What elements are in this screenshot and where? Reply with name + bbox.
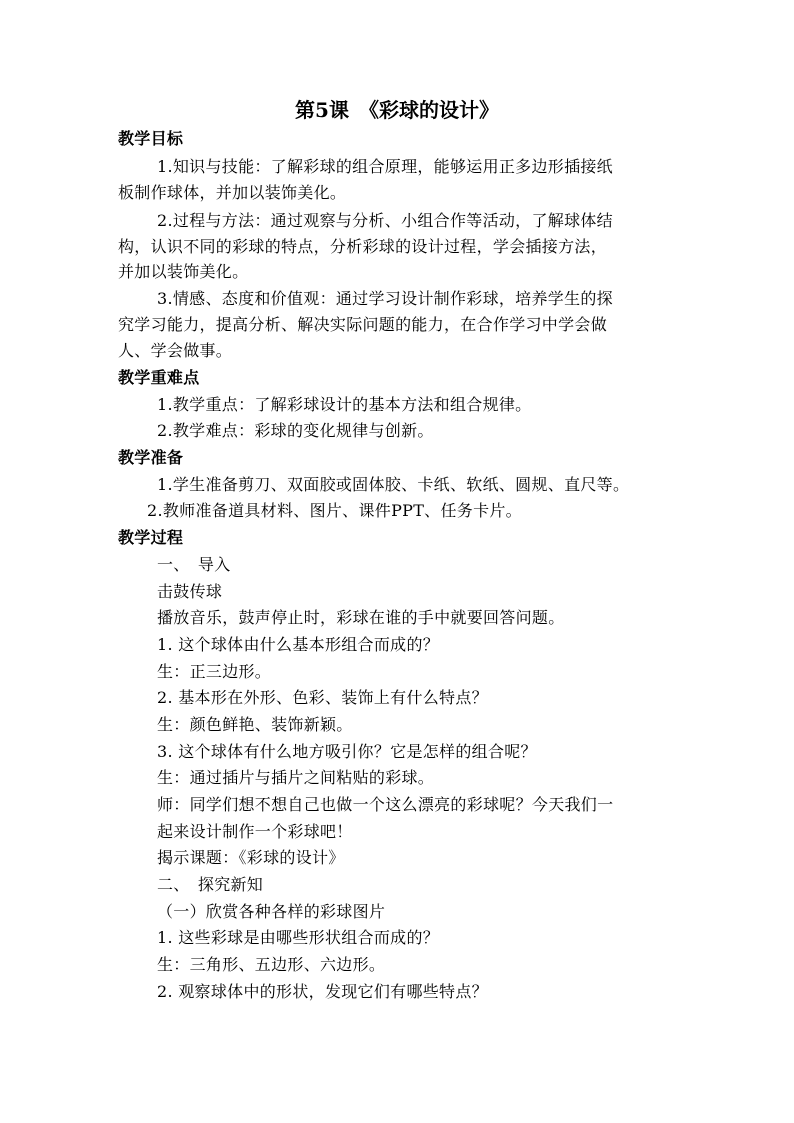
section-heading-process: 教学过程 — [118, 528, 184, 547]
objective-2-line-3: 并加以装饰美化。 — [118, 262, 249, 281]
objective-3-line-1: 3.情感、态度和价值观：通过学习设计制作彩球，培养学生的探 — [157, 289, 613, 308]
process-line: 1. 这个球体由什么基本形组合而成的？ — [157, 635, 440, 654]
process-line: 二、 探究新知 — [157, 875, 264, 894]
objective-1-line-1: 1.知识与技能：了解彩球的组合原理，能够运用正多边形插接纸 — [157, 157, 613, 176]
process-line: 播放音乐，鼓声停止时，彩球在谁的手中就要回答问题。 — [157, 608, 565, 627]
process-line: 揭示课题：《彩球的设计》 — [157, 848, 345, 867]
process-line: 生：三角形、五边形、六边形。 — [157, 955, 386, 974]
preparation-item-2: 2.教师准备道具材料、图片、课件PPT、任务卡片。 — [147, 501, 522, 520]
preparation-item-1: 1.学生准备剪刀、双面胶或固体胶、卡纸、软纸、圆规、直尺等。 — [157, 475, 630, 494]
process-line: 生：通过插片与插片之间粘贴的彩球。 — [157, 768, 435, 787]
process-line: 生：颜色鲜艳、装饰新颖。 — [157, 715, 353, 734]
process-line: 起来设计制作一个彩球吧！ — [157, 822, 353, 841]
objective-2-line-2: 构，认识不同的彩球的特点，分析彩球的设计过程，学会插接方法， — [118, 237, 608, 256]
process-line: 一、 导入 — [157, 555, 231, 574]
process-line: 3. 这个球体有什么地方吸引你？它是怎样的组合呢？ — [157, 742, 537, 761]
process-line: 生：正三边形。 — [157, 662, 272, 681]
process-line: 2. 基本形在外形、色彩、装饰上有什么特点？ — [157, 688, 488, 707]
process-line: 击鼓传球 — [157, 582, 223, 601]
section-heading-preparation: 教学准备 — [118, 448, 184, 467]
objective-3-line-3: 人、学会做事。 — [118, 341, 233, 360]
page-title: 第5课 《彩球的设计》 — [295, 98, 499, 122]
process-line: 师：同学们想不想自己也做一个这么漂亮的彩球呢？今天我们一 — [157, 795, 614, 814]
key-point-2: 2.教学难点：彩球的变化规律与创新。 — [157, 421, 434, 440]
objective-1-line-2: 板制作球体，并加以装饰美化。 — [118, 183, 347, 202]
objective-2-line-1: 2.过程与方法：通过观察与分析、小组合作等活动，了解球体结 — [157, 211, 613, 230]
process-line: 2. 观察球体中的形状，发现它们有哪些特点？ — [157, 982, 488, 1001]
process-line: （一）欣赏各种各样的彩球图片 — [157, 902, 386, 921]
section-heading-objectives: 教学目标 — [118, 129, 184, 148]
key-point-1: 1.教学重点：了解彩球设计的基本方法和组合规律。 — [157, 395, 532, 414]
process-line: 1. 这些彩球是由哪些形状组合而成的？ — [157, 928, 440, 947]
objective-3-line-2: 究学习能力，提高分析、解决实际问题的能力，在合作学习中学会做 — [118, 315, 608, 334]
section-heading-key-points: 教学重难点 — [118, 368, 200, 387]
